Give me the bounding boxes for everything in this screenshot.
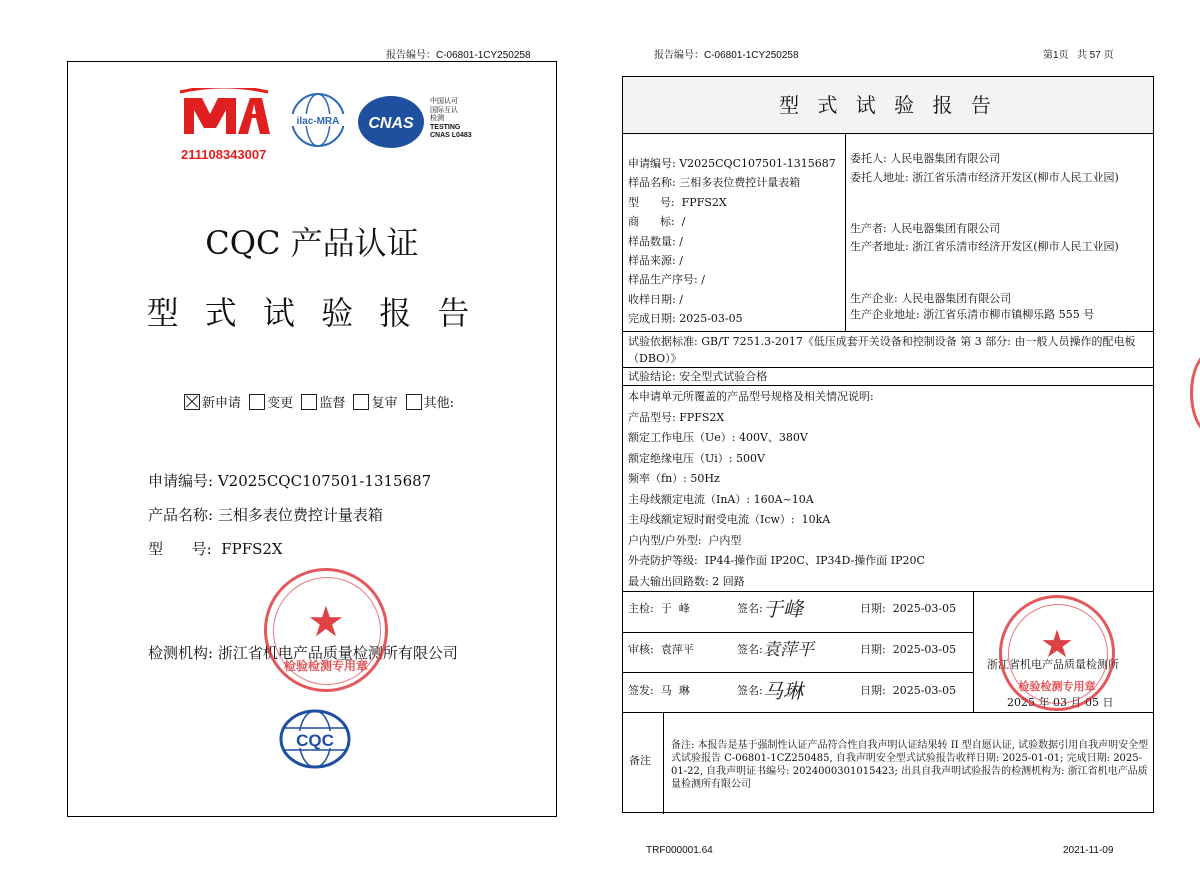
checkbox-row [184, 392, 454, 411]
cover-seal [264, 568, 388, 692]
lab-seal-date: 2025 年 03 月 05 日 [1007, 696, 1114, 709]
cma-number: 211108343007 [181, 147, 267, 162]
spec-item: 主母线额定短时耐受电流（Icw）: 10kA [628, 513, 831, 526]
svg-text:CNAS: CNAS [368, 115, 414, 132]
lab-seal-text: 浙江省机电产品质量检测所 [987, 658, 1119, 671]
spec-item: 本申请单元所覆盖的产品型号规格及相关情况说明: [628, 390, 874, 403]
client-address: 委托人地址: 浙江省乐清市经济开发区(柳市人民工业园) [850, 171, 1119, 184]
checkbox-review[interactable]: 复审 [353, 396, 397, 411]
info-item: 样品来源: / [628, 254, 683, 268]
edge-seal-fragment [1190, 350, 1200, 436]
cover-product-name: 产品名称: 三相多表位费控计量表箱 [148, 506, 383, 524]
cover-title-cqc: CQC 产品认证 [205, 224, 419, 262]
signature-inspector: 于峰 [763, 597, 803, 621]
cover-seal-text: 检验检测专用章 [283, 659, 368, 673]
factory: 生产企业: 人民电器集团有限公司 [850, 292, 1012, 305]
ilac-mra-logo [290, 90, 346, 150]
seal-star-icon: ★ [307, 597, 345, 646]
info-item: 样品生产序号: / [628, 273, 705, 287]
spec-item: 外壳防护等级: IP44-操作面 IP20C、IP34D-操作面 IP20C [628, 554, 925, 567]
cover-title-report: 型 式 试 验 报 告 [146, 294, 478, 332]
cover-model: 型 号: FPFS2X [148, 540, 283, 558]
page-indicator: 第1页 共 57 页 [1043, 50, 1114, 61]
cqc-logo [278, 708, 352, 770]
spec-item: 产品型号: FPFS2X [628, 410, 725, 424]
spec-item: 频率（fn）: 50Hz [628, 472, 720, 485]
svg-text:CQC: CQC [296, 731, 334, 750]
checkbox-other[interactable]: 其他: [406, 396, 454, 411]
report-page: 型 式 试 验 报 告 申请编号: V2025CQC107501-1315687 样品名称: 三相多表位费控计量表箱 型 号: FPFS2X 商 标: / 样品数量: / 样品来源: / 样品生产序号: / 收样日期: / 完成日期: 2025-03-05 委托人: 人民电器集团有限公司 委托人地址: 浙江省乐清市经济开发区(柳市人民工业园) 生产者: 人民电器集团有限公司 生产者地址: 浙江省乐清市经济开发区(柳市人民工业园) 生产企业: 人民电器集团有限公司 生产企业地址: 浙江省乐清市柳市镇柳乐路 555 号 试验依据标准: GB/T 7251.3-2017《低压成套开关设备和控制设备 第 3 部分: 由一般人员操作的配电板（DBO）》 试验结论: 安全型式试验合格 本申请单元所覆盖的产品型号规格及相关情况说明: 产品型号: FPFS2X 额定工作电压（Ue）: 400V、380V 额定绝缘电压（Ui）: 500V 频率（fn）: 50Hz 主母线额定电流（InA）: 160A~10A 主母线额定短时耐受电流（Icw）: 10kA 户内型/户外型: 户内型 外壳防护等级: IP44-操作面 IP20C、IP34D-操作面 IP20C 最大输出回路数: 2 回路 主检: 于 峰 签名: 于峰 日期: 2025-03-05 审核: 袁萍平 签名: 袁萍平 日期: 2025-03-05 签发: 马 琳 签名: 马琳 日期: 2025-03-05 浙江省机电产品质量检测所 2025 年 03 月 05 日 ★ 检验检测专用章 备注 备注: 本报告是基于强制性认证产品符合性自我声明认证结果转 II 型自愿认证, 试验数据引用自我声明安全型式试验报告 C-06801-1CZ250485, 自我声明安全型式试验报告收样日期: 2025-01-01; 完成日期: 2025-01-22, 自我声明证书编号: 2024000301015423; 出具自我声明试验报告的检测机构为: 浙江省机电产品质量检测所有限公司 [622, 76, 1154, 813]
report-seal [999, 595, 1115, 711]
spec-item: 最大输出回路数: 2 回路 [628, 574, 745, 588]
spec-item: 户内型/户外型: 户内型 [628, 533, 742, 547]
cover-page [67, 61, 557, 817]
checkbox-change[interactable]: 变更 [249, 396, 293, 411]
spec-list [628, 387, 925, 592]
client: 委托人: 人民电器集团有限公司 [850, 152, 1001, 165]
info-item: 商 标: / [628, 215, 686, 229]
info-item: 型 号: FPFS2X [628, 195, 727, 209]
footer-date: 2021-11-09 [1063, 845, 1114, 856]
spec-item: 额定工作电压（Ue）: 400V、380V [628, 431, 808, 444]
info-item: 收样日期: / [628, 292, 683, 306]
signature-reviewer: 袁萍平 [763, 640, 814, 660]
right-report-number: 报告编号：C-06801-1CY250258 [654, 50, 799, 61]
info-item: 样品名称: 三相多表位费控计量表箱 [628, 176, 801, 190]
signature-approver: 马琳 [763, 679, 803, 703]
cnas-logo [356, 94, 426, 150]
info-item: 完成日期: 2025-03-05 [628, 312, 743, 326]
remark-label: 备注 [629, 754, 651, 767]
report-title: 型 式 试 验 报 告 [623, 77, 1153, 133]
footer-form-code: TRF000001.64 [646, 845, 713, 856]
factory-address: 生产企业地址: 浙江省乐清市柳市镇柳乐路 555 号 [850, 308, 1095, 321]
cover-application-number: 申请编号: V2025CQC107501-1315687 [148, 472, 432, 490]
svg-text:ilac-MRA: ilac-MRA [296, 116, 340, 127]
spec-item: 主母线额定电流（InA）: 160A~10A [628, 492, 814, 506]
test-standard: 试验依据标准: GB/T 7251.3-2017《低压成套开关设备和控制设备 第 3 部分: 由一般人员操作的配电板（DBO）》 [628, 335, 1136, 365]
seal-star-icon: ★ [1039, 622, 1075, 666]
checkbox-new-application[interactable]: 新申请 [184, 396, 241, 411]
checkbox-supervision[interactable]: 监督 [301, 396, 345, 411]
left-report-number: 报告编号：C-06801-1CY250258 [386, 50, 531, 61]
cover-testing-lab: 检测机构: 浙江省机电产品质量检测所有限公司 [148, 644, 458, 662]
info-left-list [628, 154, 836, 329]
producer: 生产者: 人民电器集团有限公司 [850, 222, 1001, 235]
producer-address: 生产者地址: 浙江省乐清市经济开发区(柳市人民工业园) [850, 240, 1119, 253]
info-item: 样品数量: / [628, 234, 683, 248]
cnas-text: 中国认可 国际互认 检测 TESTING CNAS L0483 [430, 98, 472, 139]
remark-text: 备注: 本报告是基于强制性认证产品符合性自我声明认证结果转 II 型自愿认证, 试验数据引用自我声明安全型式试验报告 C-06801-1CZ250485, 自我声明安全型式试验报告收样日期: 2025-01-01; 完成日期: 2025-01-22, 自我声明证书编号: 2024000301015423; 出具自我声明试验报告的检测机构为: 浙江省机电产品质量检测所有限公司 [671, 740, 1149, 790]
cma-logo [176, 88, 272, 140]
test-conclusion: 试验结论: 安全型式试验合格 [628, 370, 768, 383]
info-item: 申请编号: V2025CQC107501-1315687 [628, 157, 836, 170]
report-seal-text: 检验检测专用章 [1018, 680, 1096, 693]
spec-item: 额定绝缘电压（Ui）: 500V [628, 451, 765, 465]
